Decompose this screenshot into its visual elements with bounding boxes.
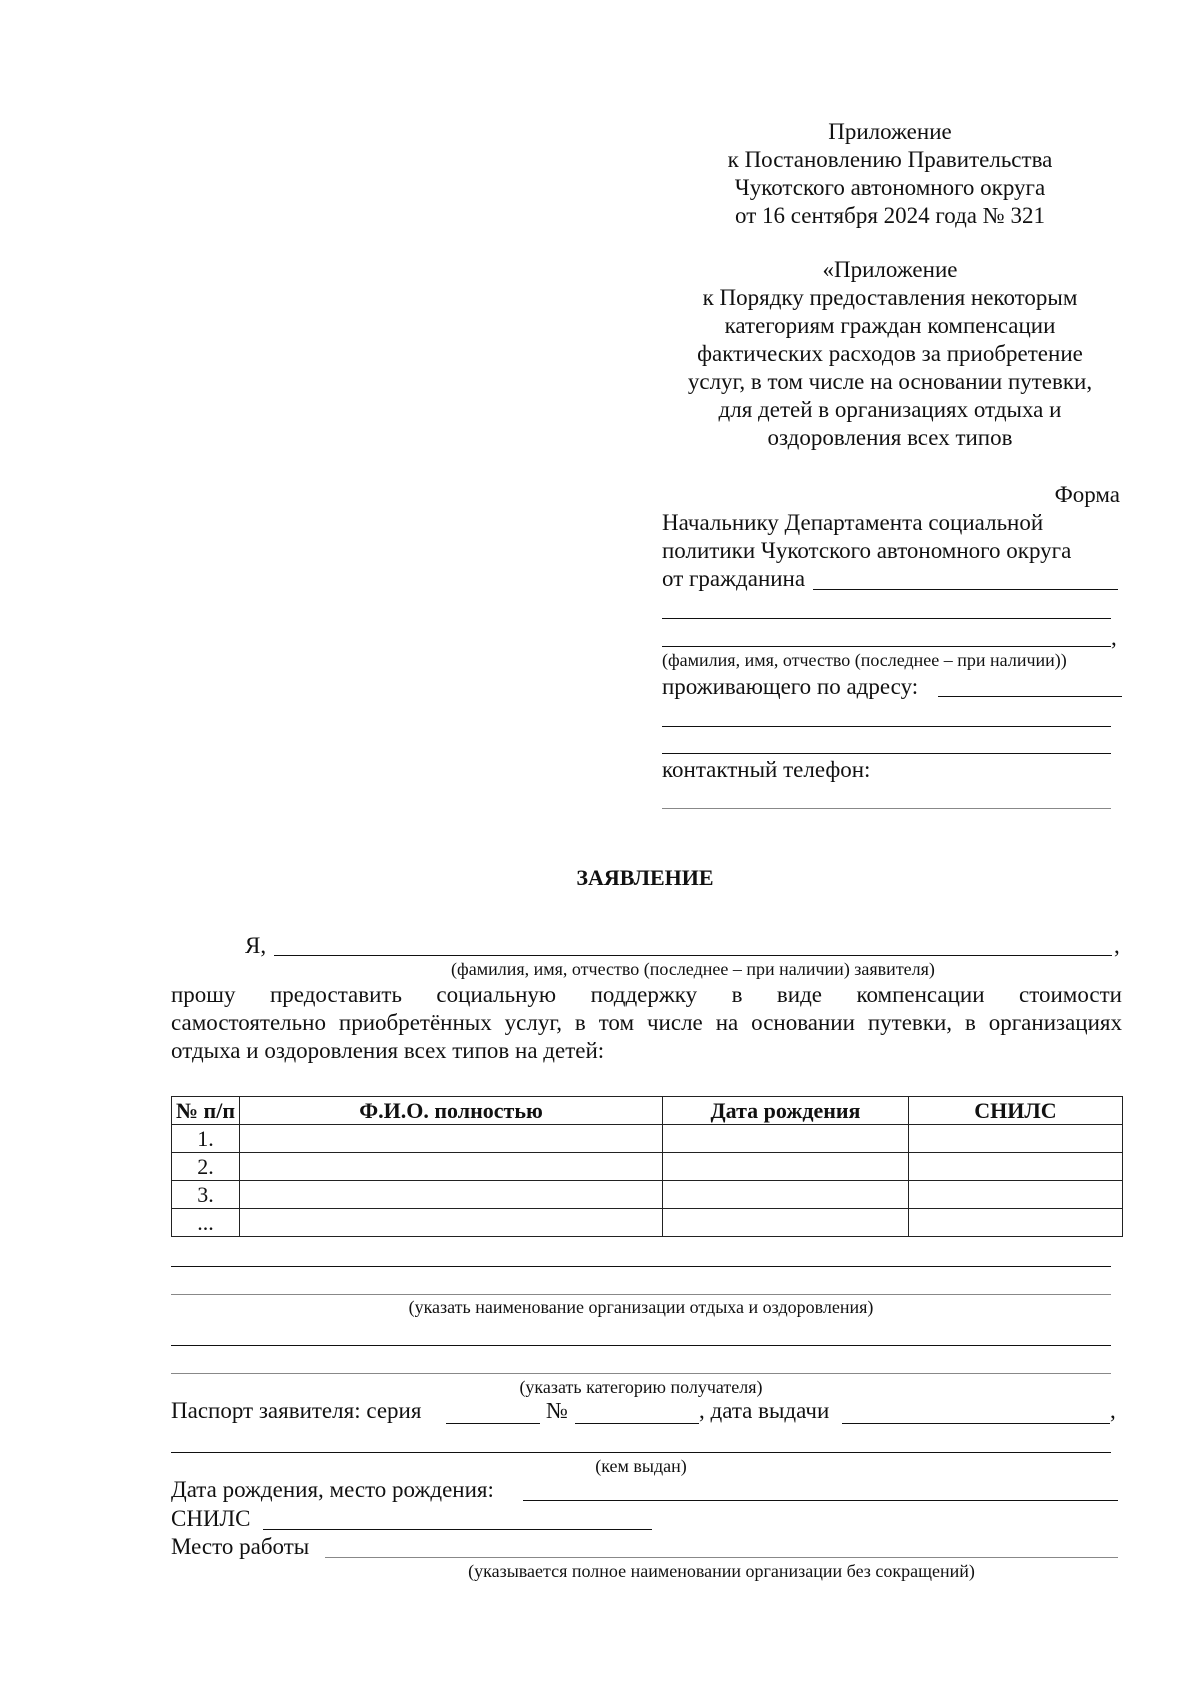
applicant-fio-hint: (фамилия, имя, отчество (последнее – при наличии) заявителя) [451,959,935,979]
procedure-header [660,256,1120,452]
col-header-fio: Ф.И.О. полностью [240,1097,663,1125]
appendix-header [690,118,1090,230]
statement-line: отдыха и оздоровления всех типов на детей: [171,1038,605,1063]
comma: , [1111,625,1117,650]
address-field[interactable] [938,696,1122,697]
snils-field[interactable] [263,1529,652,1530]
table-row [172,1209,1123,1237]
procedure-header-line: оздоровления всех типов [767,425,1013,450]
table-row [172,1153,1123,1181]
ya-label: Я, [245,933,267,958]
fio-cell[interactable] [240,1153,663,1181]
fio-cell[interactable] [240,1181,663,1209]
fio-cell[interactable] [240,1125,663,1153]
address-field-3[interactable] [662,753,1111,754]
issued-by-hint: (кем выдан) [595,1456,687,1476]
snils-cell[interactable] [909,1181,1123,1209]
work-label: Место работы [171,1534,310,1559]
appendix-header-line: к Постановлению Правительства [727,147,1053,172]
fio-hint: (фамилия, имя, отчество (последнее – при наличии)) [662,650,1067,670]
citizen-name-field-2[interactable] [662,618,1111,619]
snils-label: СНИЛС [171,1506,251,1531]
table-row [172,1181,1123,1209]
procedure-header-line: услуг, в том числе на основании путевки, [687,369,1093,394]
form-label: Форма [1054,482,1120,507]
citizen-name-field-3[interactable] [662,646,1111,647]
passport-number-field[interactable] [575,1423,699,1424]
issue-date-field[interactable] [842,1423,1110,1424]
birth-label: Дата рождения, место рождения: [171,1477,494,1502]
category-hint: (указать категорию получателя) [519,1377,763,1397]
passport-number-label: № [546,1398,568,1423]
col-header-snils: СНИЛС [909,1097,1123,1125]
appendix-header-line: Приложение [828,119,952,144]
procedure-header-line: «Приложение [822,257,958,282]
work-field[interactable] [325,1557,1118,1558]
row-number: 1. [172,1125,240,1153]
statement-line: самостоятельно приобретённых услуг, в том числе на основании путевки, в организациях [171,1010,1122,1035]
procedure-header-line: к Порядку предоставления некоторым [702,285,1078,310]
birthdate-cell[interactable] [663,1125,909,1153]
appendix-header-line: Чукотского автономного округа [734,175,1046,200]
appendix-header-line: от 16 сентября 2024 года № 321 [735,203,1045,228]
category-field-2[interactable] [171,1373,1111,1374]
comma: , [1114,933,1120,958]
organization-field[interactable] [171,1266,1111,1267]
col-header-num: № п/п [172,1097,240,1125]
applicant-name-field[interactable] [274,955,1112,956]
from-citizen-label: от гражданина [662,566,806,591]
table-row [172,1125,1123,1153]
birth-field[interactable] [523,1500,1118,1501]
col-header-birthdate: Дата рождения [663,1097,909,1125]
procedure-header-line: для детей в организациях отдыха и [718,397,1062,422]
addressee-line: политики Чукотского автономного округа [662,538,1072,563]
table-header-row [172,1097,1123,1125]
row-number: 2. [172,1153,240,1181]
address-label: проживающего по адресу: [662,674,919,699]
passport-series-field[interactable] [446,1423,540,1424]
children-table [171,1096,1123,1237]
row-number: ... [172,1209,240,1237]
phone-field[interactable] [662,808,1111,809]
citizen-name-field[interactable] [813,589,1118,590]
birthdate-cell[interactable] [663,1153,909,1181]
document-title: ЗАЯВЛЕНИЕ [576,865,714,890]
organization-field-2[interactable] [171,1294,1111,1295]
row-number: 3. [172,1181,240,1209]
birthdate-cell[interactable] [663,1209,909,1237]
fio-cell[interactable] [240,1209,663,1237]
birthdate-cell[interactable] [663,1181,909,1209]
statement-line: прошу предоставить социальную поддержку в виде компенсации стоимости [171,982,1122,1007]
comma: , [1110,1398,1116,1423]
snils-cell[interactable] [909,1153,1123,1181]
issued-by-field[interactable] [171,1452,1111,1453]
organization-hint: (указать наименование организации отдыха и оздоровления) [408,1297,874,1317]
snils-cell[interactable] [909,1125,1123,1153]
procedure-header-line: категориям граждан компенсации [724,313,1056,338]
phone-label: контактный телефон: [662,757,871,782]
snils-cell[interactable] [909,1209,1123,1237]
procedure-header-line: фактических расходов за приобретение [697,341,1083,366]
passport-label: Паспорт заявителя: серия [171,1398,422,1423]
addressee-line: Начальнику Департамента социальной [662,510,1044,535]
work-hint: (указывается полное наименовании организации без сокращений) [468,1561,975,1581]
address-field-2[interactable] [662,726,1111,727]
category-field[interactable] [171,1345,1111,1346]
issue-date-label: , дата выдачи [699,1398,830,1423]
